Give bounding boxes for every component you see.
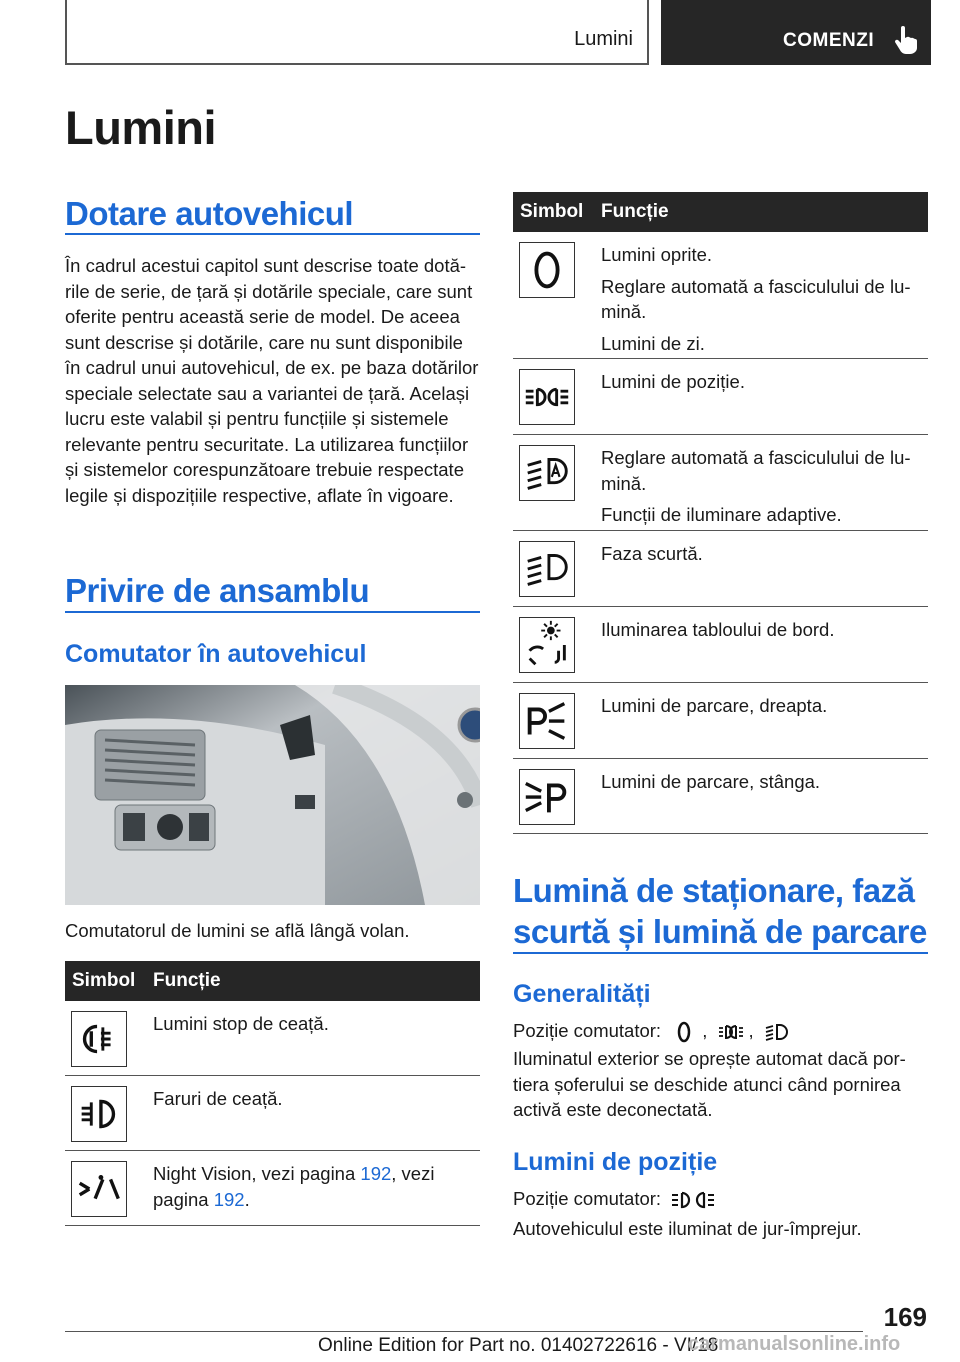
col-symbol: Simbol — [72, 970, 136, 991]
fog-light-front-icon — [71, 1086, 127, 1142]
left-symbol-table — [65, 961, 480, 1226]
auto-headlight-icon — [763, 1019, 791, 1045]
col-function: Funcție — [601, 201, 669, 222]
pos-label: Poziție comutator: — [513, 1188, 662, 1209]
position-lights-icon — [670, 1187, 716, 1213]
table-row — [513, 607, 928, 683]
light-switch-photo — [65, 685, 480, 905]
section-tab-label: Lumini — [574, 28, 633, 50]
row-line: Reglare automată a fasciculului de lumină. — [601, 275, 911, 322]
row-text — [601, 369, 928, 401]
page-link[interactable]: 192 — [213, 1188, 245, 1210]
generalitati-text: Iluminatul exterior se oprește automat dacă portiera șoferului se deschide atunci când pornirea activă este deconectată. — [513, 1048, 906, 1120]
table-row — [513, 435, 928, 531]
row-text — [601, 769, 928, 801]
table-header — [65, 961, 480, 1001]
switch-position-line — [513, 1186, 720, 1213]
col-symbol: Simbol — [520, 201, 584, 222]
dashboard-lighting-icon — [519, 617, 575, 673]
low-beam-icon — [519, 541, 575, 597]
row-text — [153, 1086, 480, 1118]
row-line: Iluminarea tabloului de bord. — [601, 619, 835, 640]
row-line — [153, 1161, 480, 1212]
table-row — [513, 359, 928, 435]
row-text — [153, 1161, 480, 1218]
row-line: Reglare automată a fasciculului de lumină. — [601, 447, 911, 494]
row-line: Lumini stop de ceață. — [153, 1013, 329, 1034]
footer-rule — [65, 1331, 863, 1332]
nv-text-mid: , vezi pagina — [153, 1163, 435, 1210]
heading-generalitati: Generalități — [513, 980, 651, 1008]
row-line: Lumini de zi. — [601, 332, 705, 354]
photo-caption: Comutatorul de lumini se află lângă volan. — [65, 920, 410, 941]
lights-off-icon — [519, 242, 575, 298]
heading-pozitie: Lumini de poziție — [513, 1148, 718, 1176]
table-row — [65, 1076, 480, 1151]
switch-position-line: Poziție comutator: , , — [513, 1018, 795, 1045]
row-text — [601, 693, 928, 725]
nv-text-post: . — [244, 1188, 250, 1210]
edition-footer: Online Edition for Part no. 01402722616 - VI/18 — [318, 1335, 719, 1356]
pozitie-paragraph — [513, 1216, 928, 1242]
row-line: Faza scurtă. — [601, 543, 703, 564]
table-row — [65, 1151, 480, 1226]
generalitati-paragraph — [513, 1046, 928, 1123]
heading-rule — [65, 611, 480, 613]
nv-text-pre: Night Vision, vezi pagina — [153, 1163, 361, 1184]
chapter-tab-label: COMENZI — [783, 30, 875, 51]
row-line: Lumini oprite. — [601, 244, 713, 265]
heading-rule — [513, 952, 928, 954]
row-text — [153, 1011, 480, 1043]
parking-light-right-icon — [519, 693, 575, 749]
heading-comutator: Comutator în autovehicul — [65, 640, 367, 668]
position-lights-icon — [519, 369, 575, 425]
right-symbol-table — [513, 192, 928, 834]
table-row — [65, 1001, 480, 1076]
pos-label: Poziție comutator: — [513, 1020, 662, 1041]
table-row — [513, 759, 928, 834]
row-line: Lumini de poziție. — [601, 371, 745, 392]
table-row — [513, 232, 928, 359]
night-vision-icon — [71, 1161, 127, 1217]
page-title: Lumini — [65, 101, 217, 154]
position-lights-icon — [717, 1019, 745, 1045]
row-line: Faruri de ceață. — [153, 1088, 283, 1109]
table-header — [513, 192, 928, 232]
row-line: Lumini de parcare, dreapta. — [601, 695, 828, 716]
fog-light-rear-icon — [71, 1011, 127, 1067]
row-text — [601, 445, 928, 534]
hand-pointer-icon — [893, 26, 919, 54]
heading-lumina: Lumină de staționare, fază scurtă și lumină de parcare — [513, 872, 927, 950]
page-number: 169 — [883, 1302, 927, 1332]
chapter-tab — [661, 0, 931, 65]
auto-headlight-icon — [519, 445, 575, 501]
row-text — [601, 617, 928, 649]
dotare-paragraph — [65, 253, 480, 508]
heading-privire: Privire de ansamblu — [65, 572, 370, 609]
row-text — [601, 541, 928, 573]
watermark: carmanualsonline.info — [688, 1333, 901, 1355]
row-line: Funcții de iluminare adaptive. — [601, 504, 842, 525]
section-tab — [65, 0, 649, 65]
table-row — [513, 531, 928, 607]
row-line: Lumini de parcare, stânga. — [601, 771, 821, 792]
dotare-text: În cadrul acestui capitol sunt descrise toate dotările de serie, de țară și dotările speciale, care sunt oferite pentru această serie de model. De aceea sunt descrise și dotările, care nu sunt disponibile în cadrul unui autovehicul, de ex. pe baza dotărilor speciale selectate sau a variantei de țară. Același lucru este valabil și pentru funcțiile și sistemele relevante pentru securitate. La utilizarea funcțiilor și sistemelor corespunzătoare trebuie respectate legile și dispozițiile respective, aflate în vigoare. — [65, 255, 479, 506]
lights-off-icon — [670, 1019, 698, 1045]
table-row — [513, 683, 928, 759]
page-link[interactable]: 192 — [360, 1163, 392, 1184]
parking-light-left-icon — [519, 769, 575, 825]
col-function: Funcție — [153, 970, 221, 991]
pozitie-text: Autovehiculul este iluminat de jur-împrejur. — [513, 1218, 862, 1239]
heading-rule — [65, 233, 480, 235]
heading-dotare: Dotare autovehicul — [65, 195, 354, 232]
row-text — [601, 242, 928, 362]
